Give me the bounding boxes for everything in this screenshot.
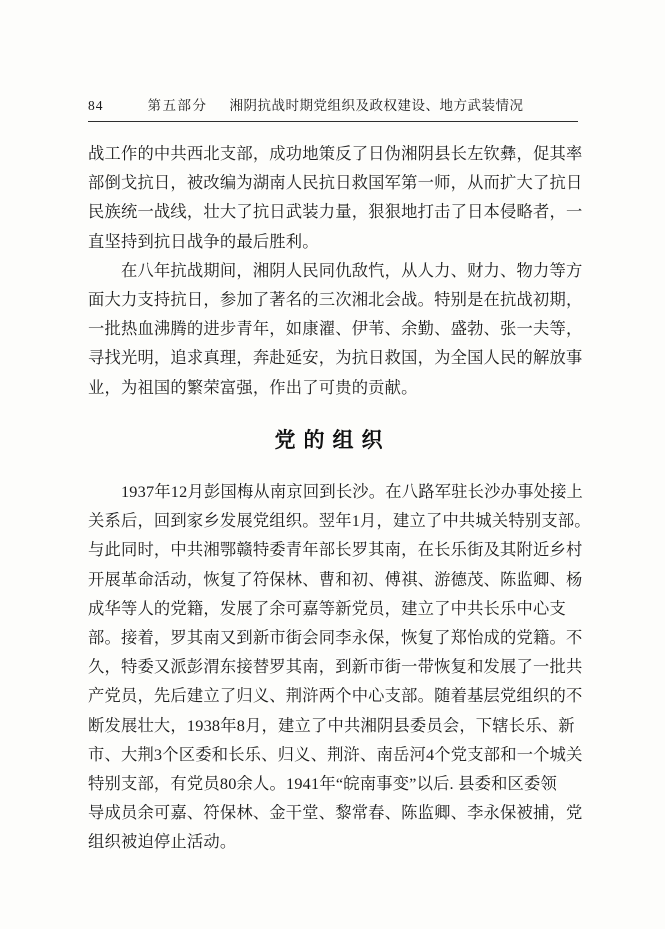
text-line: 1937年12月彭国梅从南京回到长沙。在八路军驻长沙办事处接上 (88, 482, 584, 501)
page-number: 84 (88, 98, 104, 113)
header-section-label: 第五部分 (147, 98, 208, 113)
text-line: 断发展壮大，1938年8月，建立了中共湘阴县委员会，下辖长乐、新 (88, 715, 575, 735)
body-text-block-1 (88, 139, 582, 402)
text-line: 关系后，回到家乡发展党组织。翌年1月，建立了中共城关特别支部。 (88, 511, 591, 531)
text-line: 特别支部，有党员80余人。1941年“皖南事变”以后. 县委和区委领 (88, 773, 557, 793)
text-line: 久，特委又派彭渭东接替罗其南，到新市街一带恢复和发展了一批共 (88, 657, 583, 677)
header-title: 湘阴抗战时期党组织及政权建设、地方武装情况 (229, 98, 524, 113)
text-line: 部倒戈抗日，被改编为湖南人民抗日救国军第一师，从而扩大了抗日 (88, 173, 583, 193)
text-line: 一批热血沸腾的进步青年，如康濯、伊苇、余勤、盛勃、张一夫等， (88, 319, 583, 339)
text-line: 寻找光明，追求真理，奔赴延安，为抗日救国，为全国人民的解放事 (88, 348, 583, 368)
text-line: 产党员，先后建立了归义、荆浒两个中心支部。随着基层党组织的不 (88, 686, 583, 706)
text-line: 民族统一战线，壮大了抗日武装力量，狠狠地打击了日本侵略者，一 (88, 202, 583, 222)
text-line: 开展革命活动，恢复了符保林、曹和初、傅祺、游德茂、陈监卿、杨 (88, 569, 583, 589)
text-line: 成华等人的党籍，发展了余可嘉等新党员，建立了中共长乐中心支 (88, 598, 566, 618)
text-line: 部。接着，罗其南又到新市街会同李永保，恢复了郑怡成的党籍。不 (88, 627, 583, 647)
text-line: 在八年抗战期间，湘阴人民同仇敌忾，从人力、财力、物力等方 (88, 260, 583, 280)
text-line: 战工作的中共西北支部，成功地策反了日伪湘阴县长左钦彝，促其率 (88, 144, 583, 163)
section-heading: 党的组织 (274, 429, 391, 452)
text-line: 与此同时，中共湘鄂赣特委青年部长罗其南，在长乐街及其附近乡村 (88, 540, 583, 560)
text-line: 导成员余可嘉、符保林、金干堂、黎常春、陈监卿、李永保被捕，党 (88, 803, 583, 823)
text-line: 面大力支持抗日，参加了著名的三次湘北会战。特别是在抗战初期， (88, 289, 583, 309)
header-divider (88, 121, 578, 122)
running-header (88, 97, 578, 115)
text-line: 直坚持到抗日战争的最后胜利。 (88, 231, 319, 251)
body-text-block-2 (88, 477, 591, 856)
text-line: 市、大荆3个区委和长乐、归义、荆浒、南岳河4个党支部和一个城关 (88, 744, 583, 764)
text-line: 组织被迫停止活动。 (88, 832, 237, 852)
text-line: 业，为祖国的繁荣富强，作出了可贵的贡献。 (88, 377, 418, 397)
